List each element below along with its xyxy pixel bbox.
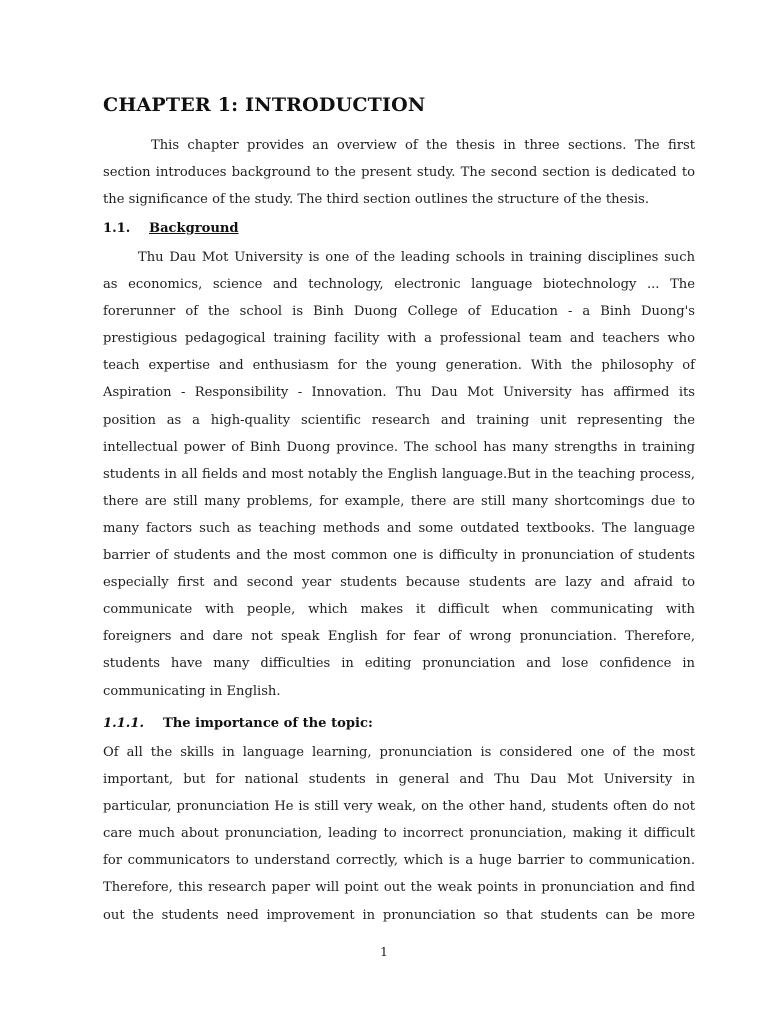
paragraph-line: out the students need improvement in pronunciation so that students can be more [103, 907, 695, 923]
paragraph-line: there are still many problems, for example, there are still many shortcomings due to [103, 493, 695, 509]
intro-line: the significance of the study. The third section outlines the structure of the thesis. [103, 192, 650, 208]
section-title: Background [149, 221, 239, 236]
chapter-title: CHAPTER 1: INTRODUCTION [103, 94, 426, 116]
section-number: 1.1. [103, 221, 131, 236]
section-heading-importance [103, 710, 373, 737]
background-paragraph [103, 244, 695, 705]
paragraph-line: especially first and second year students because students are lazy and afraid to [103, 575, 695, 591]
paragraph-line: for communicators to understand correctly, which is a huge barrier to communication. [103, 853, 695, 869]
page-number: 1 [380, 944, 388, 959]
paragraph-line: Therefore, this research paper will point out the weak points in pronunciation and find [103, 880, 695, 896]
paragraph-line: students in all fields and most notably the English language.But in the teaching process, [103, 466, 695, 482]
paragraph-line: as economics, science and technology, electronic language biotechnology ... The [103, 277, 695, 293]
paragraph-line: position as a high-quality scientific research and training unit representing the [103, 412, 695, 428]
paragraph-line: particular, pronunciation He is still very weak, on the other hand, students often do not [103, 799, 695, 815]
paragraph-line: Of all the skills in language learning, pronunciation is considered one of the most [103, 745, 695, 760]
intro-line: This chapter provides an overview of the thesis in three sections. The first [151, 138, 695, 153]
paragraph-line: communicating in English. [103, 683, 281, 699]
intro-paragraph [103, 132, 695, 213]
section-number: 1.1.1. [103, 716, 145, 731]
paragraph-line: prestigious pedagogical training facility with a professional team and teachers who [103, 331, 695, 347]
intro-line: section introduces background to the present study. The second section is dedicated to [103, 165, 695, 181]
paragraph-line: forerunner of the school is Binh Duong College of Education - a Binh Duong's [103, 304, 695, 320]
paragraph-line: Aspiration - Responsibility - Innovation. Thu Dau Mot University has affirmed its [103, 385, 695, 401]
paragraph-line: communicate with people, which makes it difficult when communicating with [103, 602, 695, 618]
paragraph-line: Thu Dau Mot University is one of the leading schools in training disciplines such [138, 250, 695, 265]
paragraph-line: many factors such as teaching methods and some outdated textbooks. The language [103, 520, 695, 536]
paragraph-line: important, but for national students in general and Thu Dau Mot University in [103, 772, 695, 788]
paragraph-line: care much about pronunciation, leading to incorrect pronunciation, making it difficult [103, 826, 695, 842]
paragraph-line: foreigners and dare not speak English for fear of wrong pronunciation. Therefore, [103, 629, 695, 645]
section-title: The importance of the topic: [163, 716, 373, 731]
paragraph-line: students have many difficulties in editing pronunciation and lose confidence in [103, 656, 695, 672]
paragraph-line: teach expertise and enthusiasm for the young generation. With the philosophy of [103, 358, 695, 374]
importance-paragraph [103, 739, 695, 929]
paragraph-line: intellectual power of Binh Duong province. The school has many strengths in training [103, 439, 695, 455]
section-heading-background [103, 215, 239, 242]
paragraph-line: barrier of students and the most common one is difficulty in pronunciation of students [103, 548, 695, 564]
